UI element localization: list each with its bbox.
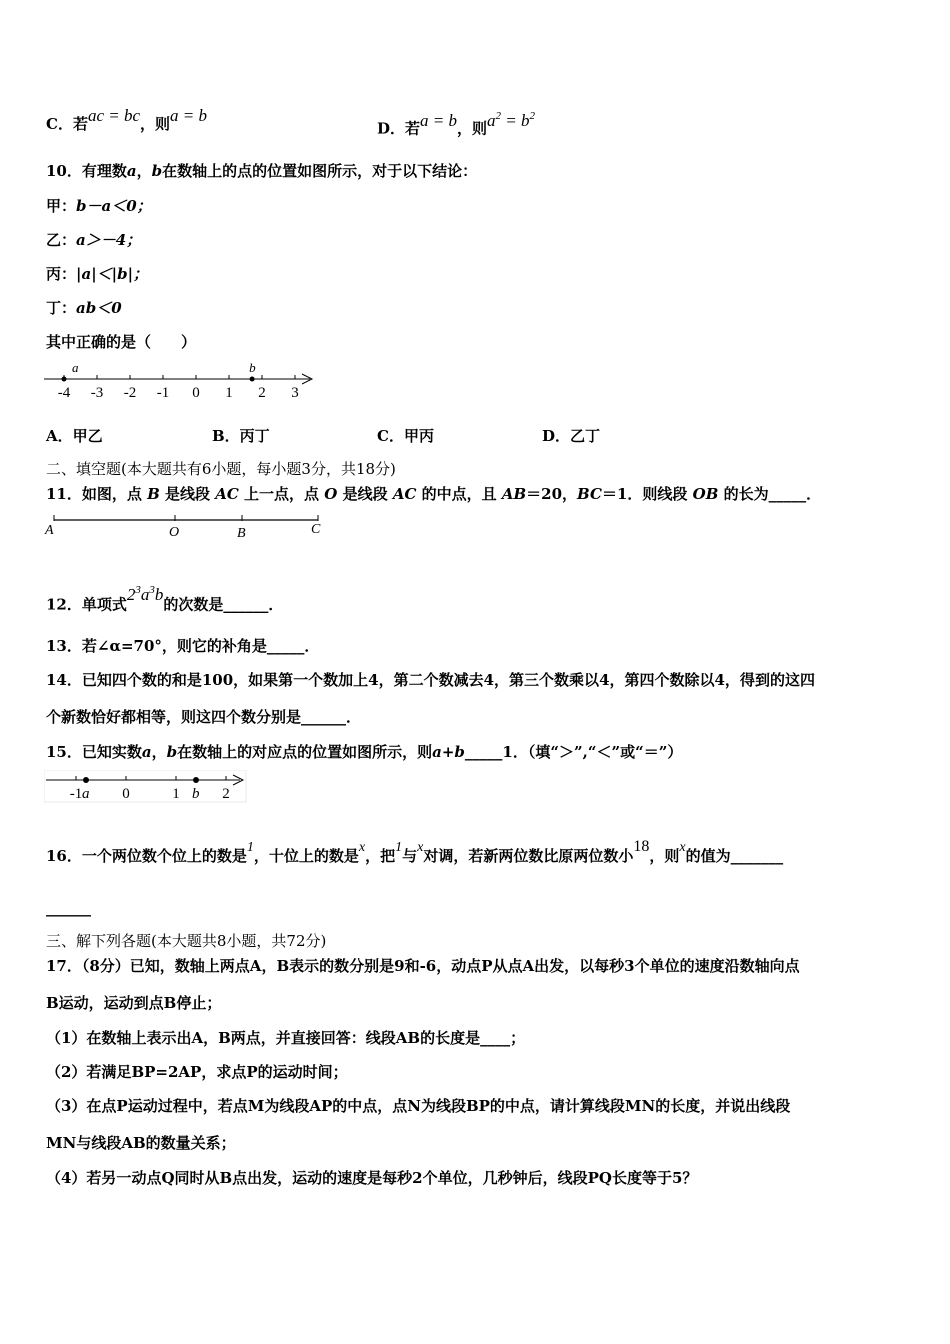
q11-segment-figure <box>40 508 340 544</box>
q15-axis-tick-label: -1 <box>69 786 83 802</box>
q12-monomial: $2^3a^3b$ <box>126 584 164 604</box>
q10-axis-tick-label: -2 <box>123 385 137 401</box>
q14-line1: 14．已知四个数的和是100，如果第一个数加上4，第二个数减去4，第三个数乘以4，第四个数除以4，得到的这四 <box>46 671 815 689</box>
q9-option-c: C．若ac = bc，则a = b <box>46 106 208 133</box>
q9-c-condition: ac = bc <box>87 106 141 125</box>
q9-d-condition: a = b <box>420 110 457 130</box>
q11-label-b: B <box>237 526 246 541</box>
q10-statement-bing: 丙：|a|＜|b|； <box>46 265 149 283</box>
q10-axis-tick-label: -3 <box>90 385 104 401</box>
q17-sub4: （4）若另一动点Q同时从B点出发，运动的速度是每秒2个单位，几秒钟后，线段PQ长度等于5？ <box>46 1169 698 1187</box>
q10-number-line <box>40 360 320 404</box>
q10-statement-yi: 乙：a＞－4； <box>46 231 142 249</box>
section3-title: 三、解下列各题(本大题共8小题，共72分) <box>46 932 327 950</box>
q15-point-a-label: a <box>82 786 90 802</box>
q15-point-b <box>193 777 199 783</box>
q17-sub3-line1: （3）在点P运动过程中，若点M为线段AP的中点，点N为线段BP的中点，请计算线段MN的长度，并说出线段 <box>46 1097 791 1115</box>
q14-line2: 个新数恰好都相等，则这四个数分别是______． <box>46 708 362 726</box>
section2-title: 二、填空题(本大题共有6小题，每小题3分，共18分) <box>46 460 396 478</box>
q11-label-a: A <box>45 523 54 538</box>
q17-line2: B运动，运动到点B停止； <box>46 994 222 1012</box>
q10-point-a-label: a <box>72 360 79 375</box>
q10-axis-tick-label: 0 <box>192 385 200 401</box>
q10-point-a <box>62 377 67 382</box>
q17-line1: 17．（8分）已知，数轴上两点A，B表示的数分别是9和-6，动点P从点A出发，以每秒3个单位的速度沿数轴向点 <box>46 957 800 975</box>
q10-axis-tick-label: -1 <box>156 385 170 401</box>
q9-d-result: $a^2 = b^2$ <box>487 110 535 130</box>
q13-stem: 13．若∠α=70°，则它的补角是_____． <box>46 637 320 655</box>
q10-option-d: D．乙丁 <box>542 427 601 445</box>
q10-option-a: A．甲乙 <box>46 427 103 445</box>
q16-blank-continued: ______ <box>46 899 91 917</box>
q10-axis-tick-label: 3 <box>291 385 299 401</box>
q10-axis-tick-label: -4 <box>57 385 71 401</box>
q11-label-o: O <box>169 525 180 540</box>
q10-option-b: B．丙丁 <box>212 427 270 445</box>
q10-stem: 10．有理数a，b在数轴上的点的位置如图所示，对于以下结论： <box>46 162 478 180</box>
q9-option-d: D．若a = b，则$a^2 = b^2$ <box>377 110 535 138</box>
q10-statement-jia: 甲：b－a＜0； <box>46 197 152 215</box>
q15-stem: 15．已知实数a，b在数轴上的对应点的位置如图所示，则a+b_____1．（填“＞”,“＜”或“＝”） <box>46 743 683 761</box>
q17-sub1: （1）在数轴上表示出A，B两点，并直接回答：线段AB的长度是____； <box>46 1029 526 1047</box>
q17-sub3-line2: MN与线段AB的数量关系； <box>46 1134 236 1152</box>
q10-ask: 其中正确的是（ ） <box>46 333 197 351</box>
q15-axis-tick-label: 0 <box>122 786 130 802</box>
q9-c-result: a = b <box>170 106 208 125</box>
q12-stem: 12．单项式$2^3a^3b$的次数是______． <box>46 584 284 614</box>
q16-stem: 16．一个两位数个位上的数是1，十位上的数是x，把1与x对调，若新两位数比原两位数小18，则x的值为_______ <box>46 838 784 865</box>
q17-sub2: （2）若满足BP=2AP，求点P的运动时间； <box>46 1063 348 1081</box>
q15-point-b-label: b <box>192 786 200 802</box>
q10-statement-ding: 丁：ab＜0 <box>46 299 122 317</box>
q10-axis-tick-label: 2 <box>258 385 266 401</box>
q10-point-b <box>250 377 255 382</box>
q15-point-a <box>83 777 89 783</box>
q15-axis-tick-label: 2 <box>222 786 230 802</box>
q10-option-c: C．甲丙 <box>377 427 434 445</box>
q10-axis-tick-label: 1 <box>225 385 233 401</box>
q11-label-c: C <box>311 522 321 537</box>
q15-number-line <box>44 770 248 804</box>
q15-axis-tick-label: 1 <box>172 786 180 802</box>
q10-point-b-label: b <box>249 360 256 375</box>
q11-stem: 11．如图，点 B 是线段 AC 上一点，点 O 是线段 AC 的中点，且 AB＝20，BC＝1．则线段 OB 的长为_____． <box>46 485 822 503</box>
